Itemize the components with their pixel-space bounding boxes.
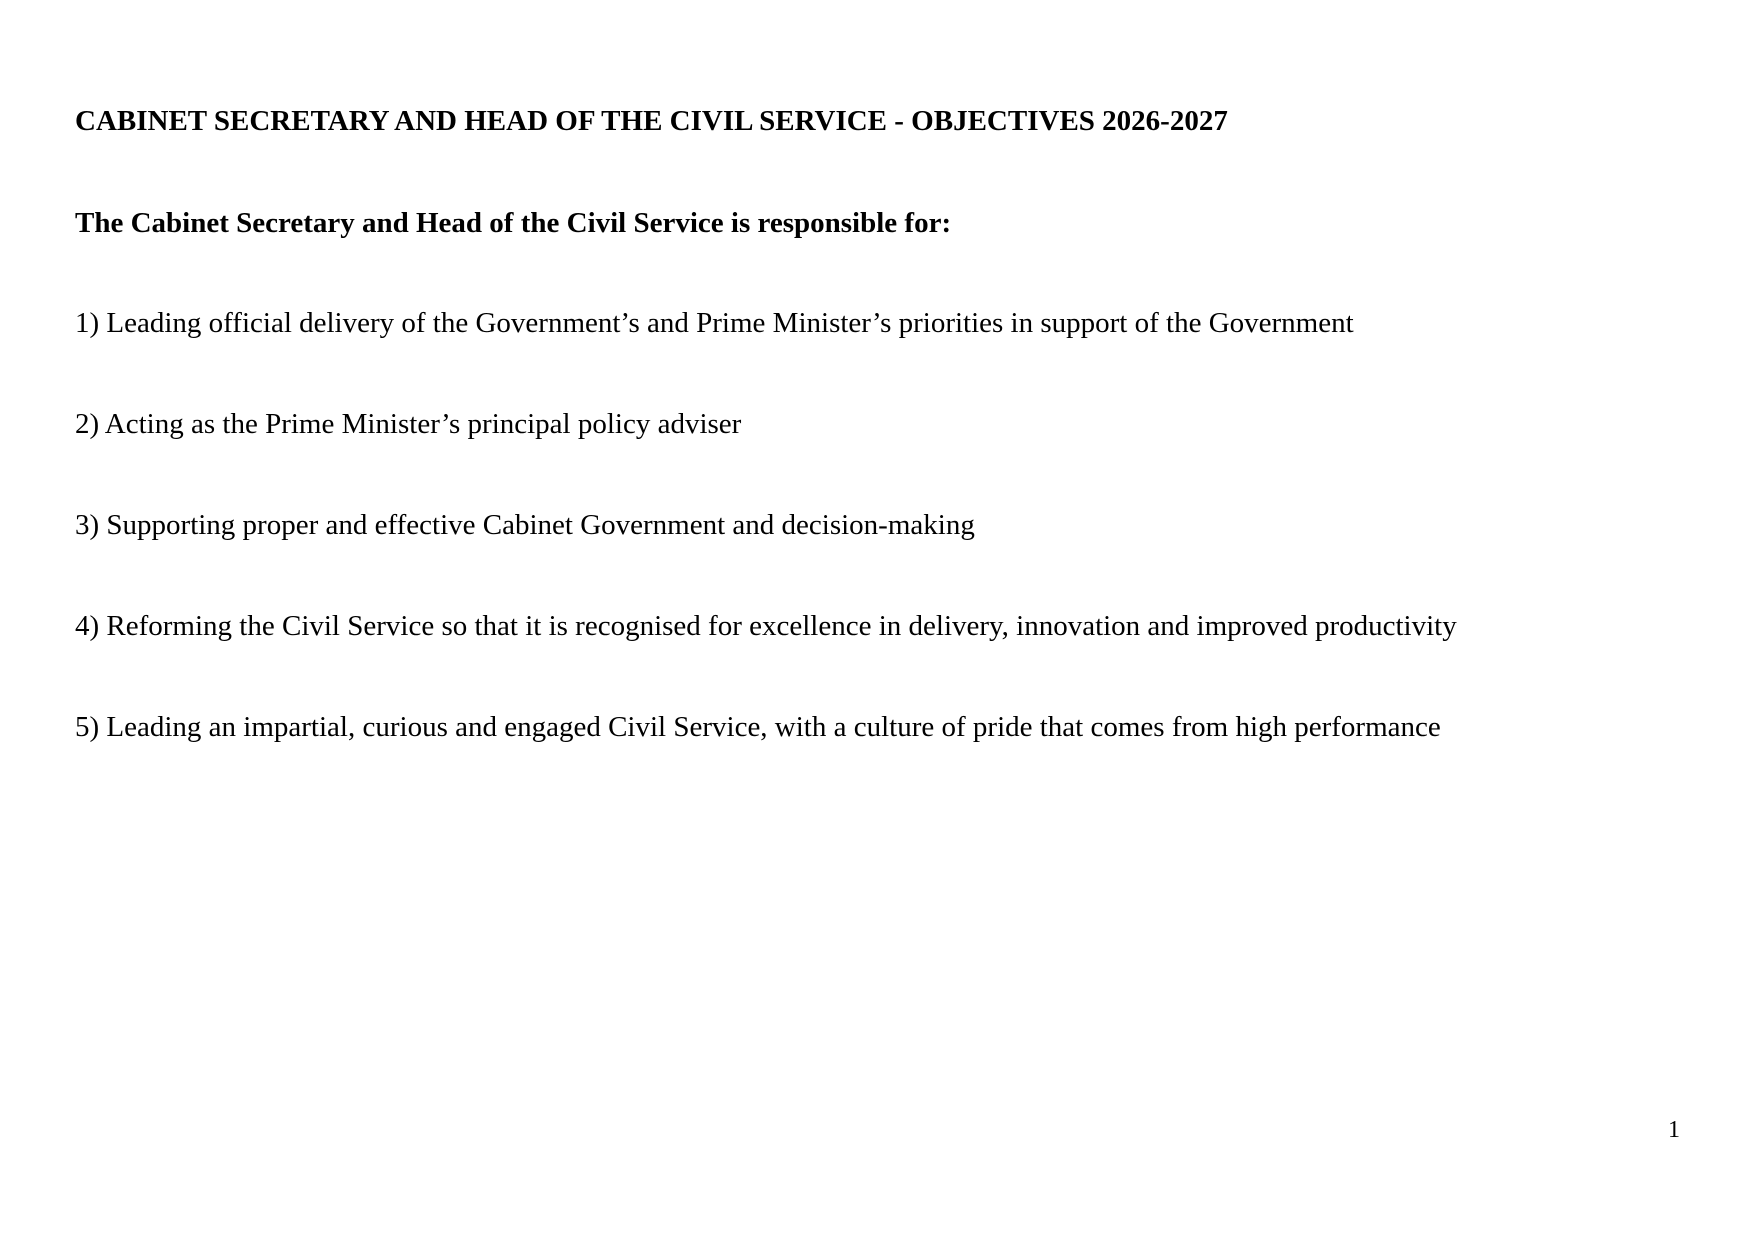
- objective-item-5: 5) Leading an impartial, curious and engaged Civil Service, with a culture of pride that comes from high performance: [75, 711, 1441, 743]
- page-number: 1: [1668, 1117, 1680, 1143]
- objectives-list: [75, 306, 1457, 811]
- document-title: CABINET SECRETARY AND HEAD OF THE CIVIL SERVICE - OBJECTIVES 2026-2027: [75, 105, 1228, 137]
- objective-item-3: 3) Supporting proper and effective Cabinet Government and decision-making: [75, 509, 975, 541]
- objective-item-1: 1) Leading official delivery of the Government’s and Prime Minister’s priorities in support of the Government: [75, 307, 1354, 339]
- objective-item-4: 4) Reforming the Civil Service so that it is recognised for excellence in delivery, innovation and improved productivity: [75, 610, 1457, 642]
- objective-item-2: 2) Acting as the Prime Minister’s principal policy adviser: [75, 408, 742, 440]
- document-subtitle: The Cabinet Secretary and Head of the Civil Service is responsible for:: [75, 207, 952, 239]
